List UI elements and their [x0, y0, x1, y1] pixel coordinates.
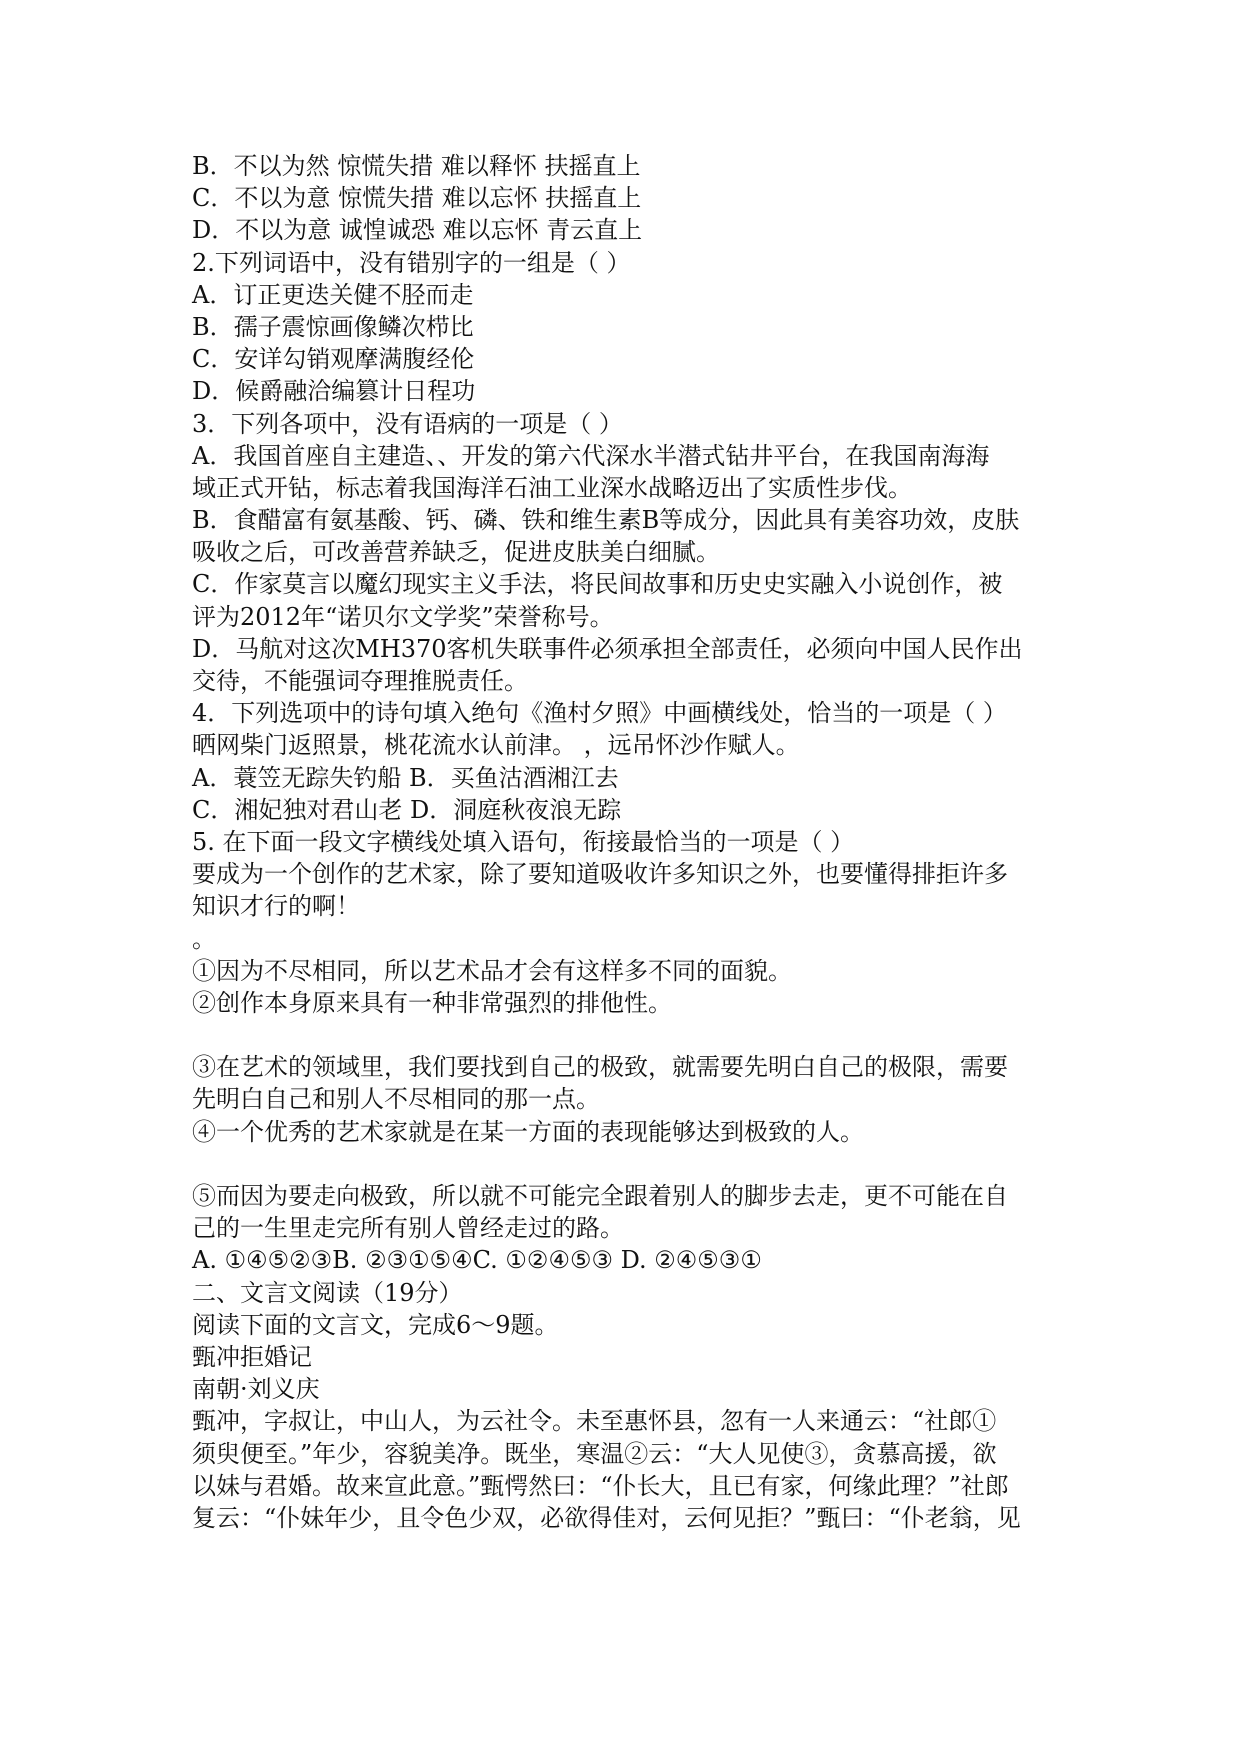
passage-line: 以妹与君婚。故来宣此意。”甄愕然曰：“仆长大，且已有家，何缘此理？”社郎	[192, 1471, 1009, 1500]
poem-line: 晒网柴门返照景，桃花流水认前津。 ，远吊怀沙作赋人。	[192, 731, 800, 760]
sentence-option: ①因为不尽相同，所以艺术品才会有这样多不同的面貌。	[192, 956, 792, 985]
passage-line: 甄冲，字叔让，中山人，为云社令。未至惠怀县，忽有一人来通云：“社郎①	[192, 1407, 997, 1436]
passage-line: 要成为一个创作的艺术家，除了要知道吸收许多知识之外，也要懂得排拒许多	[192, 860, 1008, 889]
option-line: A．订正更迭关健不胫而走	[192, 280, 474, 309]
question-5-heading: 5. 在下面一段文字横线处填入语句，衔接最恰当的一项是（ ）	[192, 827, 855, 856]
passage-line: 须臾便至。”年少，容貌美净。既坐，寒温②云：“大人见使③，贪慕高援，欲	[192, 1439, 997, 1468]
text-line: D．不以为意 诚惶诚恐 难以忘怀 青云直上	[192, 216, 643, 245]
blank-line: 。	[192, 924, 216, 953]
text-line: B．不以为然 惊慌失措 难以释怀 扶摇直上	[192, 152, 641, 180]
sentence-option: ③在艺术的领域里，我们要找到自己的极致，就需要先明白自己的极限，需要	[192, 1053, 1008, 1082]
instruction-line: 阅读下面的文言文，完成6～9题。	[192, 1310, 559, 1339]
passage-line: 复云：“仆妹年少，且令色少双，必欲得佳对，云何见拒？”甄曰：“仆老翁，见	[192, 1503, 1021, 1532]
sentence-option: 己的一生里走完所有别人曾经走过的路。	[192, 1214, 624, 1243]
option-line: D．马航对这次MH370客机失联事件必须承担全部责任，必须向中国人民作出	[192, 634, 1023, 663]
question-2-heading: 2.下列词语中，没有错别字的一组是（ ）	[192, 248, 631, 277]
option-line: A．我国首座自主建造、、开发的第六代深水半潜式钻井平台，在我国南海海	[192, 441, 990, 470]
sentence-option: ④一个优秀的艺术家就是在某一方面的表现能够达到极致的人。	[192, 1117, 864, 1146]
question-4-heading: 4．下列选项中的诗句填入绝句《渔村夕照》中画横线处，恰当的一项是（ ）	[192, 699, 1007, 728]
option-line: D．候爵融洽编篡计日程功	[192, 377, 476, 406]
text-line: C．不以为意 惊慌失措 难以忘怀 扶摇直上	[192, 184, 642, 213]
option-line: B．食醋富有氨基酸、钙、磷、铁和维生素B等成分，因此具有美容功效，皮肤	[192, 506, 1020, 535]
answer-choices: A. ①④⑤②③B. ②③①⑤④C. ①②④⑤③ D. ②④⑤③①	[192, 1246, 762, 1275]
passage-author: 南朝·刘义庆	[192, 1375, 320, 1404]
option-line: C．湘妃独对君山老 D．洞庭秋夜浪无踪	[192, 795, 622, 824]
option-line: B．孺子震惊画像鳞次栉比	[192, 312, 474, 341]
option-line: 评为2012年“诺贝尔文学奖”荣誉称号。	[192, 602, 614, 631]
sentence-option: ⑤而因为要走向极致，所以就不可能完全跟着别人的脚步去走，更不可能在自	[192, 1182, 1008, 1210]
section-heading: 二、文言文阅读（19分）	[192, 1278, 463, 1307]
sentence-option: 先明白自己和别人不尽相同的那一点。	[192, 1085, 600, 1114]
option-line: C．作家莫言以魔幻现实主义手法，将民间故事和历史史实融入小说创作，被	[192, 570, 1003, 599]
sentence-option: ②创作本身原来具有一种非常强烈的排他性。	[192, 988, 672, 1017]
passage-title: 甄冲拒婚记	[192, 1342, 312, 1371]
option-line: A．蓑笠无踪失钓船 B．买鱼沽酒湘江去	[192, 763, 619, 792]
document-body	[192, 150, 1062, 1534]
option-line: 域正式开钻，标志着我国海洋石油工业深水战略迈出了实质性步伐。	[192, 473, 912, 502]
spacer	[192, 1148, 1062, 1180]
passage-line: 知识才行的啊！	[192, 892, 360, 921]
question-3-heading: 3．下列各项中，没有语病的一项是（ ）	[192, 409, 623, 438]
option-line: C．安详勾销观摩满腹经伦	[192, 345, 475, 374]
spacer	[192, 1019, 1062, 1051]
option-line: 交待，不能强词夺理推脱责任。	[192, 667, 528, 695]
option-line: 吸收之后，可改善营养缺乏，促进皮肤美白细腻。	[192, 538, 720, 567]
